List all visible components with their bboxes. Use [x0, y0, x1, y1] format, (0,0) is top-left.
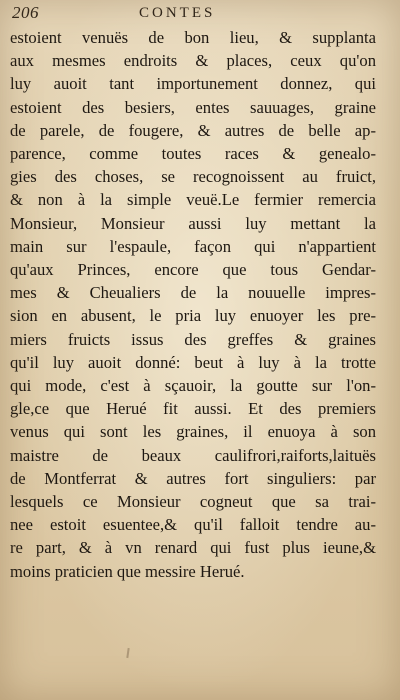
paper-mark — [126, 648, 129, 658]
text-line: venus qui sont les graines, il enuoya à son — [10, 422, 376, 442]
running-head: CONTES — [139, 4, 216, 21]
text-line: gle,ce que Herué fit aussi. Et des premiers — [10, 399, 376, 419]
body-text — [10, 26, 376, 583]
text-line: & non à la simple veuë.Le fermier remercia — [10, 190, 376, 210]
text-line: re part, & à vn renard qui fust plus ieune,& — [10, 538, 376, 558]
text-line: mes & Cheualiers de la nouuelle impres- — [10, 283, 376, 303]
text-line: Monsieur, Monsieur aussi luy mettant la — [10, 213, 376, 233]
text-line: estoient venuës de bon lieu, & supplanta — [10, 28, 376, 47]
text-line: estoient des besiers, entes sauuages, graine — [10, 97, 376, 117]
text-line: gies des choses, se recognoissent au fruict, — [10, 167, 376, 187]
text-line: moins praticien que messire Herué. — [10, 561, 245, 581]
text-line: luy auoit tant importunement donnez, qui — [10, 74, 376, 94]
text-line: lesquels ce Monsieur cogneut que sa trai- — [10, 492, 376, 512]
text-line: nee estoit esuentee,& qu'il falloit tendre au- — [10, 515, 376, 535]
page-header — [12, 2, 360, 24]
text-line: qui mode, c'est à sçauoir, la goutte sur l'on- — [10, 376, 376, 396]
text-line: qu'il luy auoit donné: beut à luy à la trotte — [10, 352, 376, 372]
text-line: qu'aux Princes, encore que tous Gendar- — [10, 260, 376, 280]
text-line: maistre de beaux caulifrori,raiforts,laituës — [10, 445, 376, 465]
text-line: parence, comme toutes races & genealo- — [10, 144, 376, 164]
text-line: de Montferrat & autres fort singuliers: par — [10, 468, 376, 488]
text-line: main sur l'espaule, façon qui n'appartient — [10, 236, 376, 256]
text-line: sion en abusent, le pria luy enuoyer les pre- — [10, 306, 376, 326]
text-line: aux mesmes endroits & places, ceux qu'on — [10, 51, 376, 71]
text-line: de parele, de fougere, & autres de belle ap- — [10, 120, 376, 140]
page-number: 206 — [12, 3, 39, 22]
text-line: miers fruicts issus des greffes & graines — [10, 329, 376, 349]
